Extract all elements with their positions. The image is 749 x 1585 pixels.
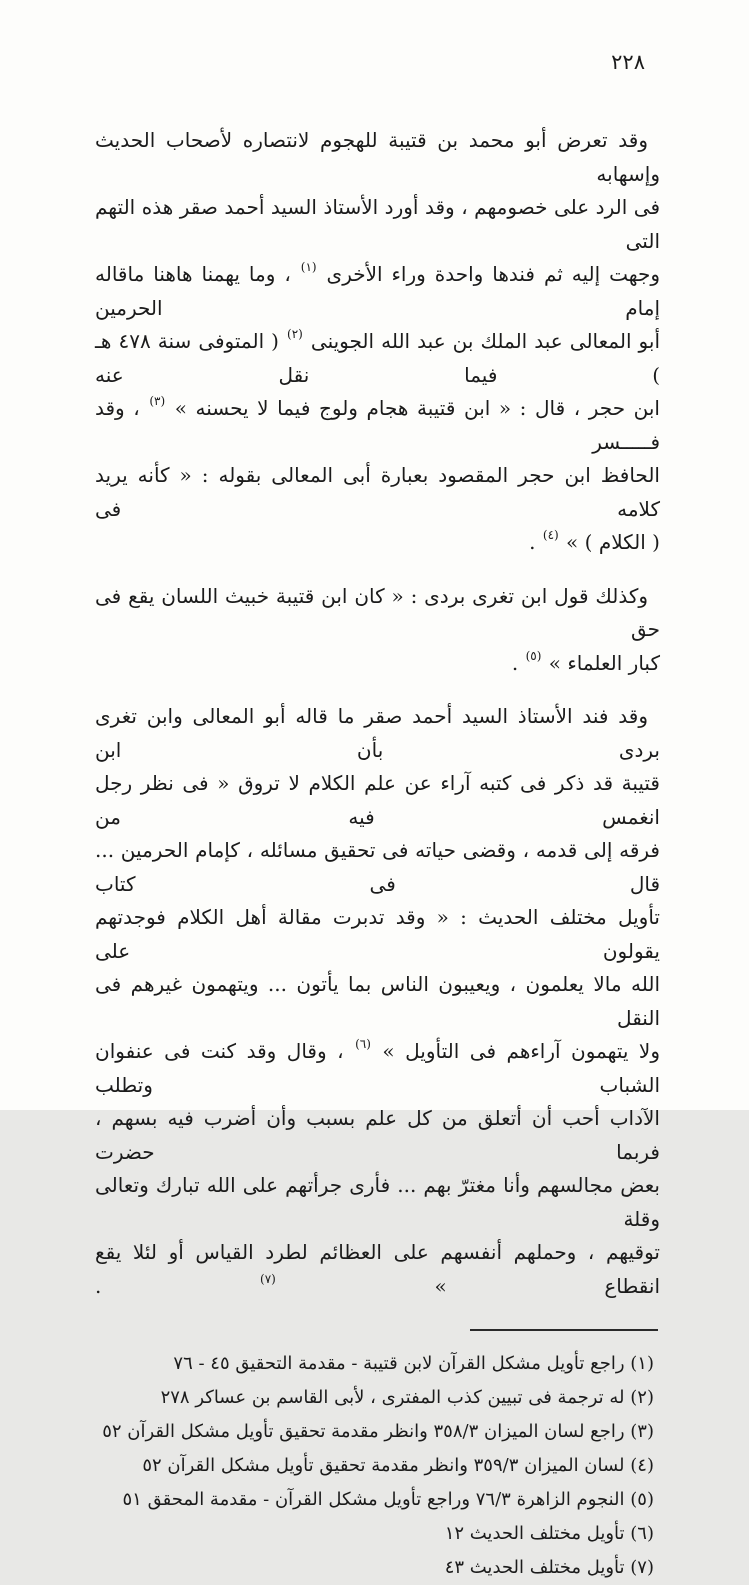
text-line: توقيهم ، وحملهم أنفسهم على العظائم لطرد القياس أو لئلا يقع انقطاع » $^{(٧)}$ . [95,1240,661,1298]
footnote-separator [470,1329,658,1331]
footnote-ref: (٤) [542,528,559,543]
text-line: قتيبة قد ذكر فى كتبه آراء عن علم الكلام لا تروق « فى نظر رجل انغمس فيه من [95,771,660,829]
footnote-line: (٧) تأويل مختلف الحديث ٤٣ [444,1557,654,1578]
footnote-ref: (٣) [149,394,166,409]
text-line: الله مالا يعلمون ، ويعيبون الناس بما يأتون ... ويتهمون غيرهم فى النقل [95,972,660,1030]
text-line: تأويل مختلف الحديث : « وقد تدبرت مقالة أهل الكلام فوجدتهم يقولون على [95,905,660,963]
paragraph [95,580,660,681]
footnote-ref: (٢) [287,327,303,342]
footnote-line: (٦) تأويل مختلف الحديث ١٢ [444,1523,654,1544]
paragraphs [95,124,660,1303]
footnote-line: (٣) راجع لسان الميزان ٣٥٨/٣ وانظر مقدمة تحقيق تأويل مشكل القرآن ٥٢ [102,1421,654,1442]
footnote-line: (٢) له ترجمة فى تبيين كذب المفترى ، لأبى القاسم بن عساكر ٢٧٨ [160,1387,654,1408]
text-line: وجهت إليه ثم فندها واحدة وراء الأخرى $^{(١)}$ ، وما يهمنا هاهنا ماقاله إمام الحرمين [95,260,661,320]
footnote-line: (٥) النجوم الزاهرة ٧٦/٣ وراجع تأويل مشكل القرآن - مقدمة المحقق ٥١ [122,1489,654,1510]
text-line: وقد فند الأستاذ السيد أحمد صقر ما قاله أبو المعالى وابن تغرى بردى بأن ابن [95,704,660,762]
text-line: ولا يتهمون آراءهم فى التأويل » $^{(٦)}$ ، وقال وقد كنت فى عنفوان الشباب وتطلب [95,1037,660,1097]
footnote-ref: (٦) [355,1037,371,1052]
text-line: وكذلك قول ابن تغرى بردى : « كان ابن قتيبة خبيث اللسان يقع فى حق [95,583,660,641]
paragraph [95,700,660,1303]
text-line: الآداب أحب أن أتعلق من كل علم بسبب وأن أضرب فيه بسهم ، فربما حضرت [95,1106,660,1164]
page-number: ٢٢٨ [611,50,645,74]
page-header [95,50,660,82]
text-line: بعض مجالسهم وأنا مغترّ بهم ... فأرى جرأتهم على الله تبارك وتعالى وقلة [95,1173,660,1231]
footnote-line: (١) راجع تأويل مشكل القرآن لابن قتيبة - مقدمة التحقيق ٤٥ - ٧٦ [173,1353,654,1374]
text-line: وقد تعرض أبو محمد بن قتيبة للهجوم لانتصاره لأصحاب الحديث وإسهابه [95,128,660,186]
footnote-line: (٤) لسان الميزان ٣٥٩/٣ وانظر مقدمة تحقيق تأويل مشكل القرآن ٥٢ [142,1455,654,1476]
text-line: فرقه إلى قدمه ، وقضى حياته فى تحقيق مسائله ، كإمام الحرمين ... قال فى كتاب [95,838,660,896]
text-line: ( الكلام ) » $^{(٤)}$ . [529,528,660,554]
text-line: الحافظ ابن حجر المقصود بعبارة أبى المعالى بقوله : « كأنه يريد كلامه فى [95,463,660,521]
footnote-ref: (٥) [525,648,542,663]
text-line: فى الرد على خصومهم ، وقد أورد الأستاذ السيد أحمد صقر هذه التهم التى [95,195,660,253]
paragraph [95,124,660,560]
text-line: كبار العلماء » $^{(٥)}$ . [511,648,660,675]
text-line: ابن حجر ، قال : « ابن قتيبة هجام ولوج فيما لا يحسنه » $^{(٣)}$ ، وقد فـــــسر [95,394,660,454]
footnote-ref: (١) [300,260,317,275]
footnote-ref: (٧) [260,1271,276,1286]
text-line: أبو المعالى عبد الملك بن عبد الله الجوينى $^{(٢)}$ ( المتوفى سنة ٤٧٨ هـ ) فيما نقل عنه [95,327,661,387]
footnotes-list [95,1347,660,1585]
